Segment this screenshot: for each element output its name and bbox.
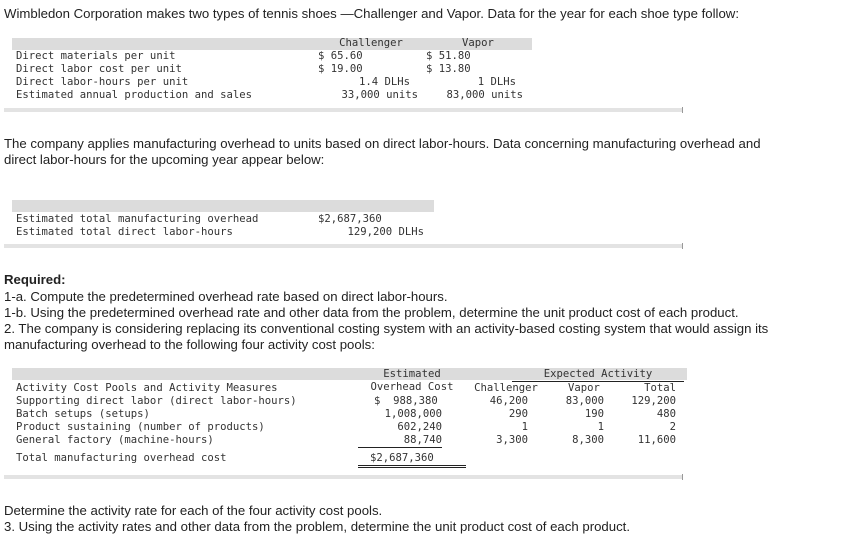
header-vapor: Vapor [462,37,494,49]
est-header-line2: Overhead Cost [370,381,454,393]
vapor-value: $ 51.80 [426,50,471,62]
divider-end [682,107,683,113]
total-activity: 11,600 [637,434,676,446]
pool-label: Supporting direct labor (direct labor-hours) [16,395,297,407]
vapor-activity: 1 [597,421,604,433]
pool-cost: 1,008,000 [384,408,442,420]
total-activity: 129,200 [631,395,676,407]
divider-end [682,243,683,249]
row-label: Direct materials per unit [16,50,176,62]
challenger-value: $ 65.60 [318,50,363,62]
divider [4,244,682,248]
subheader-vapor: Vapor [568,382,600,394]
vapor-value: 1 DLHs [477,76,516,88]
challenger-activity: 1 [521,421,528,433]
table-header-bar [12,200,434,212]
overhead-paragraph-line1: The company applies manufacturing overhead to units based on direct labor-hours. Data concerning manufacturing overhead and [4,136,761,151]
subheader-total: Total [644,382,676,394]
challenger-activity: 3,300 [496,434,528,446]
total-label: Total manufacturing overhead cost [16,452,227,464]
shoe-data-table [12,36,532,106]
challenger-value: $ 19.00 [318,63,363,75]
divider [4,108,682,112]
total-activity: 2 [669,421,676,433]
vapor-activity: 190 [584,408,604,420]
total-cost: $2,687,360 [358,452,466,468]
activity-cost-pool-table [12,366,687,472]
intro-text: Wimbledon Corporation makes two types of tennis shoes —Challenger and Vapor. Data for the year for each shoe type follow: [4,6,739,21]
dlh-value: 129,200 DLHs [347,226,424,238]
overhead-paragraph-line2: direct labor-hours for the upcoming year appear below: [4,152,325,167]
overhead-value: $2,687,360 [318,213,382,225]
vapor-value: 83,000 units [446,89,523,101]
pool-cost: 602,240 [397,421,442,433]
row-label: Estimated annual production and sales [16,89,252,101]
required-line-1b: 1-b. Using the predetermined overhead rate and other data from the problem, determine the unit product cost of each product. [4,305,739,320]
required-line-2: 2. The company is considering replacing its conventional costing system with an activity-based costing system that would assign its [4,321,769,336]
required-line-2-cont: manufacturing overhead to the following four activity cost pools: [4,337,375,352]
row-label: Direct labor cost per unit [16,63,182,75]
divider-end [682,474,683,480]
expected-activity-header: Expected Activity [512,368,684,382]
challenger-activity: 46,200 [489,395,528,407]
pool-cost: 88,740 [358,434,442,448]
required-heading: Required: [4,272,66,287]
pool-cost: $ 988,380 [374,395,438,407]
header-challenger: Challenger [339,37,403,49]
challenger-value: 1.4 DLHs [358,76,410,88]
overhead-data-table [12,200,434,240]
column-label: Activity Cost Pools and Activity Measures [16,382,278,394]
required-line-1a: 1-a. Compute the predetermined overhead rate based on direct labor-hours. [4,289,448,304]
vapor-value: $ 13.80 [426,63,471,75]
est-header-line1: Estimated [383,368,441,380]
final-line-3: 3. Using the activity rates and other data from the problem, determine the unit product cost of each product. [4,519,631,534]
final-line-1: Determine the activity rate for each of the four activity cost pools. [4,503,383,518]
pool-label: Batch setups (setups) [16,408,150,420]
subheader-challenger: Challenger [474,382,538,394]
divider [4,475,682,479]
pool-label: Product sustaining (number of products) [16,421,265,433]
row-label: Direct labor-hours per unit [16,76,189,88]
row-label: Estimated total manufacturing overhead [16,213,259,225]
vapor-activity: 83,000 [565,395,604,407]
row-label: Estimated total direct labor-hours [16,226,233,238]
pool-label: General factory (machine-hours) [16,434,214,446]
challenger-value: 33,000 units [341,89,418,101]
total-activity: 480 [656,408,676,420]
vapor-activity: 8,300 [572,434,604,446]
challenger-activity: 290 [508,408,528,420]
